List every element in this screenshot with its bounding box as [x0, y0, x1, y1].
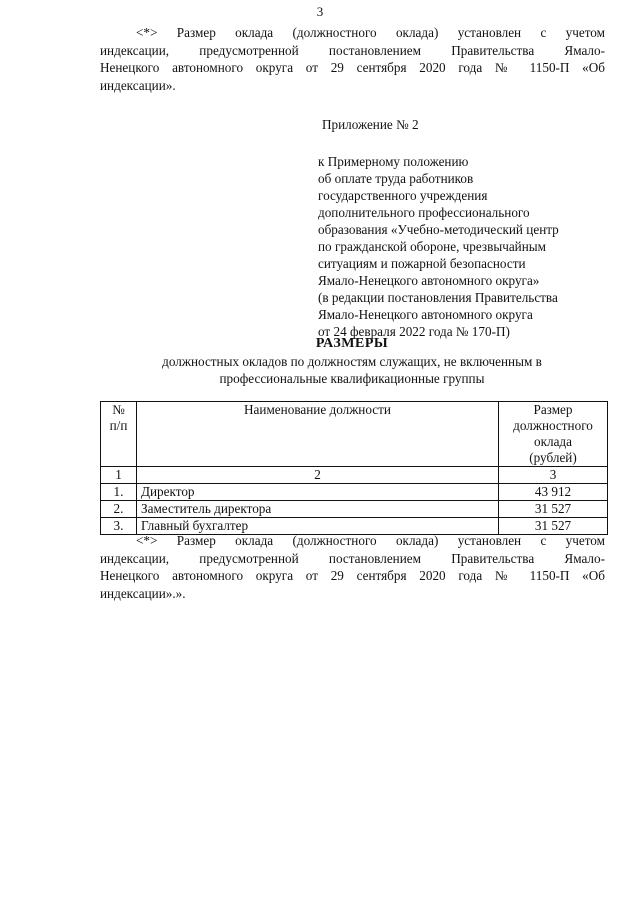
row-salary: 31 527: [499, 518, 608, 535]
row-position: Главный бухгалтер: [137, 518, 499, 535]
row-number: 2.: [101, 501, 137, 518]
section-title: РАЗМЕРЫ: [315, 336, 389, 351]
row-position: Заместитель директора: [137, 501, 499, 518]
header-line: (рублей): [529, 450, 577, 465]
appendix-title: Приложение № 2: [322, 117, 419, 132]
appendix-line: Ямало-Ненецкого автономного округа: [318, 307, 533, 322]
index-cell: 3: [499, 467, 608, 484]
header-position-name: Наименование должности: [137, 402, 499, 467]
subtitle-line: должностных окладов по должностям служащих, не включенным в: [162, 354, 542, 369]
table-header-row: [101, 402, 608, 467]
appendix-line: к Примерному положению: [318, 154, 469, 169]
footnote-line: Ненецкого автономного округа от 29 сентября 2020 года № 1150-П «Об: [100, 568, 605, 583]
appendix-line: (в редакции постановления Правительства: [318, 290, 558, 305]
header-line: п/п: [109, 418, 128, 433]
footnote-line: индексации, предусмотренной постановлением Правительства Ямало-: [100, 42, 605, 58]
table-row: [101, 484, 608, 501]
salary-table: [100, 401, 608, 535]
appendix-line: дополнительного профессионального: [318, 205, 530, 220]
appendix-line: Ямало-Ненецкого автономного округа»: [318, 273, 540, 288]
footnote-line: индексации».: [100, 77, 176, 93]
header-line: Размер: [533, 402, 573, 417]
header-line: оклада: [534, 434, 572, 449]
row-number: 1.: [101, 484, 137, 501]
header-line: №: [112, 402, 125, 417]
footnote-line: <*> Размер оклада (должностного оклада) установлен с учетом: [136, 533, 605, 548]
appendix-line: по гражданской обороне, чрезвычайным: [318, 239, 547, 254]
footnote-line: Ненецкого автономного округа от 29 сентября 2020 года № 1150-П «Об: [100, 60, 605, 75]
appendix-line: от 24 февраля 2022 года № 170-П): [318, 324, 510, 339]
appendix-line: государственного учреждения: [318, 188, 488, 203]
appendix-line: об оплате труда работников: [318, 171, 474, 186]
page-number: 3: [316, 4, 324, 19]
footnote-line: индексации, предусмотренной постановлением Правительства Ямало-: [100, 550, 605, 566]
footnote-top: [100, 24, 605, 94]
appendix-block: [318, 153, 618, 340]
row-position: Директор: [137, 484, 499, 501]
subtitle-line: профессиональные квалификационные группы: [219, 371, 485, 386]
header-line: должностного: [513, 418, 593, 433]
footnote-bottom: [100, 532, 605, 602]
row-salary: 43 912: [499, 484, 608, 501]
footnote-line: <*> Размер оклада (должностного оклада) установлен с учетом: [136, 25, 605, 40]
table-row: [101, 501, 608, 518]
index-cell: 2: [137, 467, 499, 484]
appendix-line: образования «Учебно-методический центр: [318, 222, 559, 237]
row-number: 3.: [101, 518, 137, 535]
header-salary: [499, 402, 608, 467]
footnote-line: индексации».».: [100, 585, 186, 601]
row-salary: 31 527: [499, 501, 608, 518]
appendix-line: ситуациям и пожарной безопасности: [318, 256, 526, 271]
table-index-row: [101, 467, 608, 484]
header-number: [101, 402, 137, 467]
section-subtitle: [32, 353, 640, 387]
index-cell: 1: [101, 467, 137, 484]
